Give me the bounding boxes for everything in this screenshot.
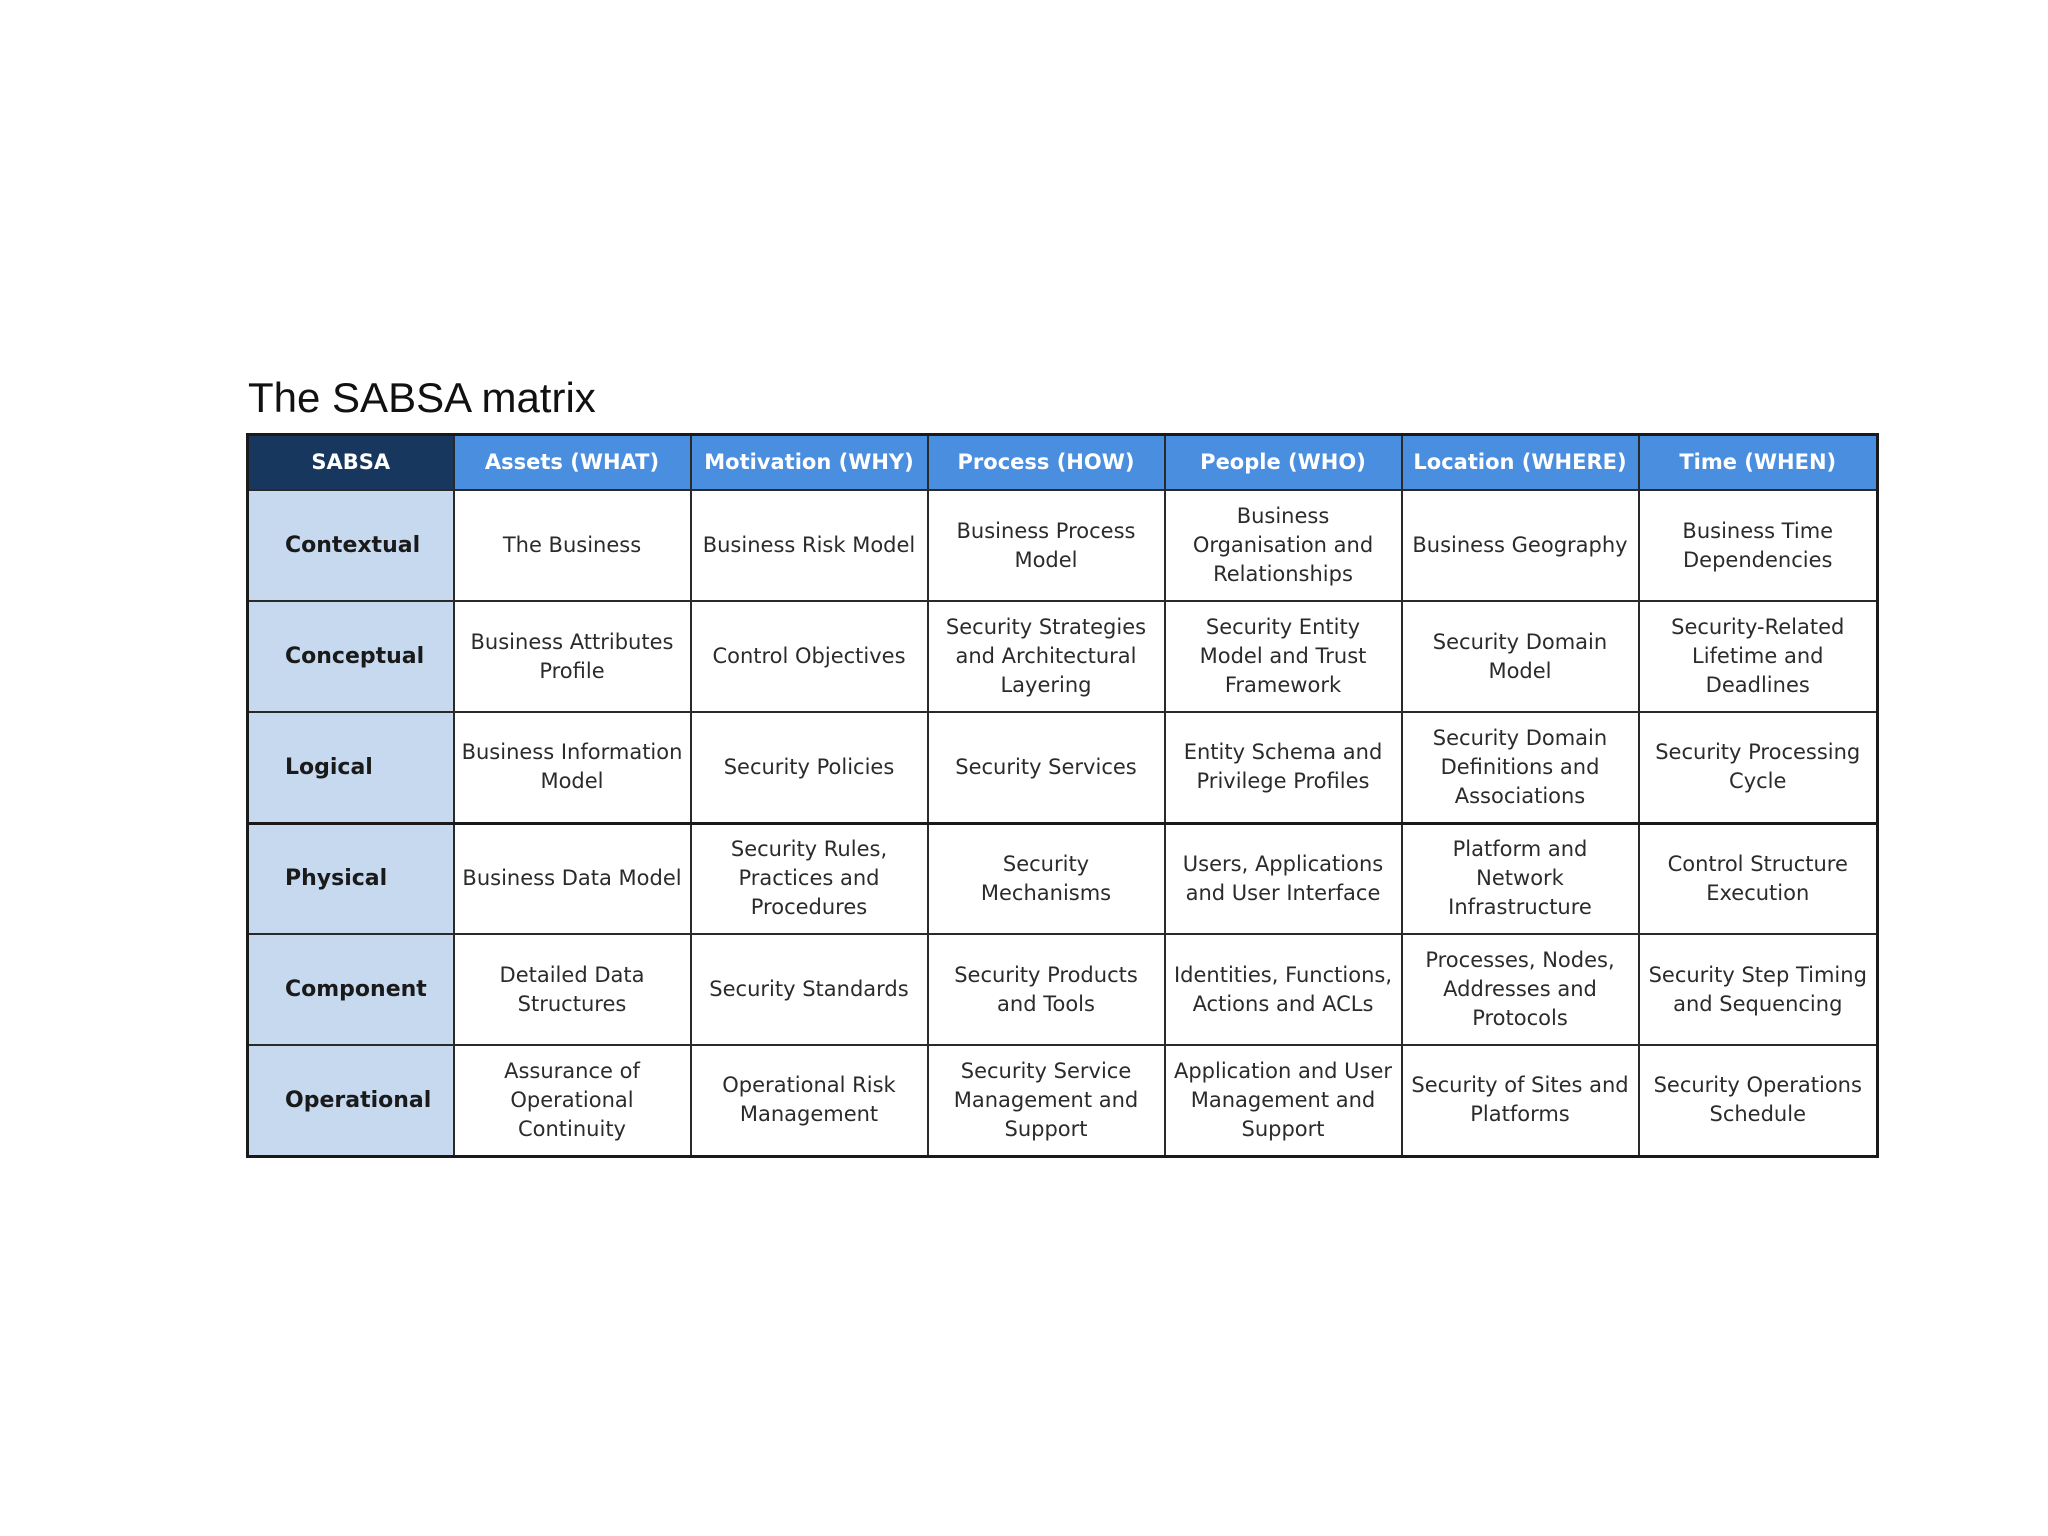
table-cell: Processes, Nodes, Addresses and Protocols (1402, 934, 1639, 1045)
table-cell: Business Geography (1402, 490, 1639, 601)
table-cell: Platform and Network Infrastructure (1402, 823, 1639, 934)
table-cell: Security Service Management and Support (928, 1045, 1165, 1156)
table-row-logical (248, 712, 1878, 823)
column-header-motivation: Motivation (WHY) (691, 435, 928, 491)
table-cell: Security Strategies and Architectural Layering (928, 601, 1165, 712)
header-row (248, 435, 1878, 491)
table-cell: Business Risk Model (691, 490, 928, 601)
table-cell: Detailed Data Structures (454, 934, 691, 1045)
table-cell: Assurance of Operational Continuity (454, 1045, 691, 1156)
table-cell: Security Products and Tools (928, 934, 1165, 1045)
table-cell: Entity Schema and Privilege Profiles (1165, 712, 1402, 823)
table-cell: Security Services (928, 712, 1165, 823)
table-cell: Business Data Model (454, 823, 691, 934)
table-cell: Security-Related Lifetime and Deadlines (1639, 601, 1878, 712)
table-cell: Security Entity Model and Trust Framework (1165, 601, 1402, 712)
row-header-logical: Logical (248, 712, 454, 823)
table-cell: Security Operations Schedule (1639, 1045, 1878, 1156)
column-header-process: Process (HOW) (928, 435, 1165, 491)
table-cell: Security Rules, Practices and Procedures (691, 823, 928, 934)
row-header-operational: Operational (248, 1045, 454, 1156)
table-cell: Security of Sites and Platforms (1402, 1045, 1639, 1156)
column-header-time: Time (WHEN) (1639, 435, 1878, 491)
table-cell: Business Process Model (928, 490, 1165, 601)
column-header-assets: Assets (WHAT) (454, 435, 691, 491)
table-cell: Identities, Functions, Actions and ACLs (1165, 934, 1402, 1045)
table-cell: Operational Risk Management (691, 1045, 928, 1156)
table-row-conceptual (248, 601, 1878, 712)
table-cell: Security Policies (691, 712, 928, 823)
table-cell: Business Information Model (454, 712, 691, 823)
table-cell: Security Domain Definitions and Associations (1402, 712, 1639, 823)
table-cell: Security Step Timing and Sequencing (1639, 934, 1878, 1045)
table-cell: The Business (454, 490, 691, 601)
page-title: The SABSA matrix (248, 374, 596, 421)
table-row-physical (248, 823, 1878, 934)
table-cell: Application and User Management and Support (1165, 1045, 1402, 1156)
table-cell: Business Attributes Profile (454, 601, 691, 712)
column-header-people: People (WHO) (1165, 435, 1402, 491)
sabsa-matrix-table (246, 433, 1879, 1158)
table-row-component (248, 934, 1878, 1045)
table-cell: Users, Applications and User Interface (1165, 823, 1402, 934)
row-header-physical: Physical (248, 823, 454, 934)
table-cell: Control Structure Execution (1639, 823, 1878, 934)
table-row-operational (248, 1045, 1878, 1156)
table-cell: Security Domain Model (1402, 601, 1639, 712)
row-header-component: Component (248, 934, 454, 1045)
column-header-location: Location (WHERE) (1402, 435, 1639, 491)
table-cell: Security Standards (691, 934, 928, 1045)
row-header-conceptual: Conceptual (248, 601, 454, 712)
table-cell: Control Objectives (691, 601, 928, 712)
table-cell: Security Processing Cycle (1639, 712, 1878, 823)
table-cell: Business Organisation and Relationships (1165, 490, 1402, 601)
table-cell: Security Mechanisms (928, 823, 1165, 934)
table-row-contextual (248, 490, 1878, 601)
corner-header: SABSA (248, 435, 454, 491)
row-header-contextual: Contextual (248, 490, 454, 601)
table-cell: Business Time Dependencies (1639, 490, 1878, 601)
